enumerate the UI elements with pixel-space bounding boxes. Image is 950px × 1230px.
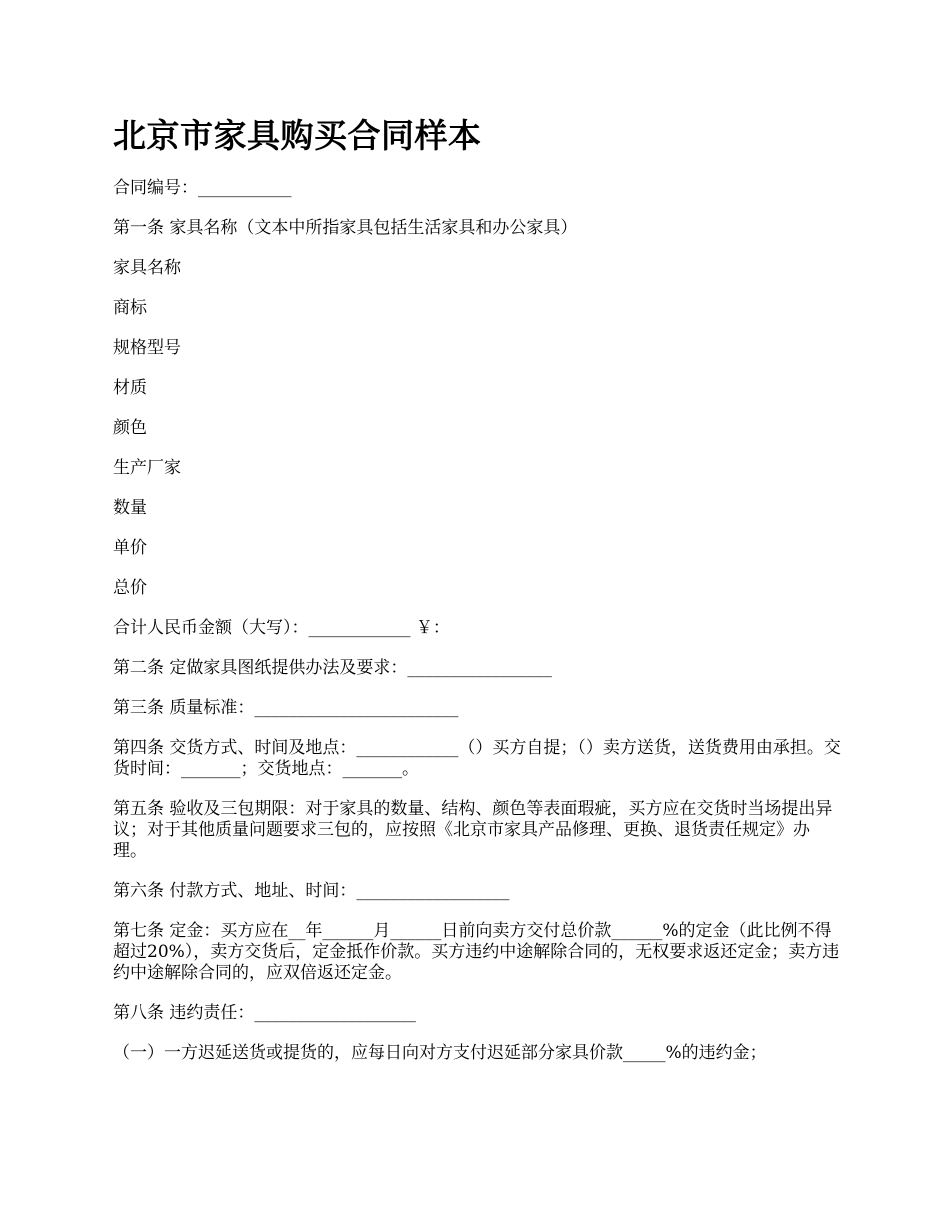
- article-5: 第五条 验收及三包期限：对于家具的数量、结构、颜色等表面瑕疵，买方应在交货时当场提出异议；对于其他质量问题要求三包的，应按照《北京市家具产品修理、更换、退货责任规定》办理。: [113, 799, 833, 861]
- document-title: 北京市家具购买合同样本: [113, 116, 482, 155]
- contract-number-line: 合同编号：___________: [113, 178, 292, 198]
- article-6: 第六条 付款方式、地址、时间：__________________: [113, 881, 510, 901]
- article-8: 第八条 违约责任：___________________: [113, 1003, 416, 1023]
- article-2: 第二条 定做家具图纸提供办法及要求：_________________: [113, 658, 552, 678]
- article-1-heading: 第一条 家具名称（文本中所指家具包括生活家具和办公家具）: [113, 218, 578, 238]
- field-unit-price: 单价: [113, 538, 147, 558]
- article-7: 第七条 定金：买方应在__年______月______日前向卖方交付总价款______%的定金（此比例不得超过20%），卖方交货后，定金抵作价款。买方违约中途解除合同的，无权要求返还定金；卖方违约中途解除合同的，应双倍返还定金。: [113, 921, 840, 983]
- field-manufacturer: 生产厂家: [113, 458, 181, 478]
- field-total-price: 总价: [113, 578, 147, 598]
- field-model: 规格型号: [113, 338, 181, 358]
- article-4: 第四条 交货方式、时间及地点：____________（）买方自提；（）卖方送货，送货费用由承担。交货时间：_______；交货地点：_______。: [113, 738, 841, 779]
- article-3: 第三条 质量标准：________________________: [113, 698, 459, 718]
- article-8-clause-1: （一）一方迟延送货或提货的，应每日向对方支付迟延部分家具价款_____%的违约金；: [113, 1043, 767, 1063]
- field-material: 材质: [113, 378, 147, 398]
- field-color: 颜色: [113, 418, 147, 438]
- field-furniture-name: 家具名称: [113, 258, 181, 278]
- field-trademark: 商标: [113, 298, 147, 318]
- field-quantity: 数量: [113, 498, 147, 518]
- total-amount-line: 合计人民币金额（大写）：____________ ￥：: [113, 618, 450, 638]
- document-page: [113, 112, 843, 1083]
